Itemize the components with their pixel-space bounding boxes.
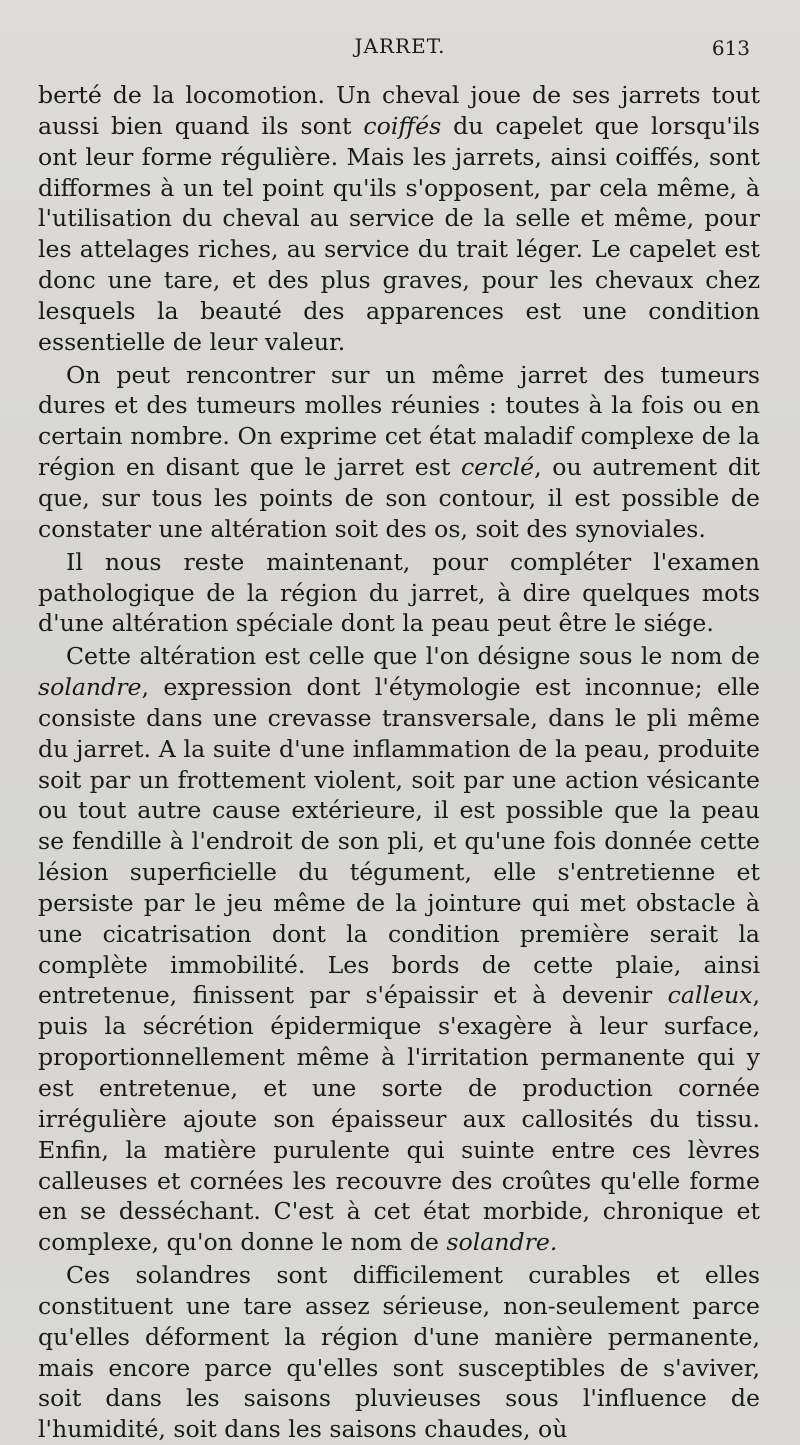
paragraph-5 bbox=[38, 1260, 760, 1445]
italic-term: cerclé bbox=[460, 453, 535, 482]
text-segment: , ou autrement dit que, sur tous les points de son contour, il est possible de constater une altération soit des os, soit des synoviales. bbox=[38, 453, 761, 543]
paragraph-4 bbox=[38, 641, 760, 1258]
text-segment: Ces solandres sont difficilement curables et elles constituent une tare assez sérieuse, non-seulement parce qu'elles déforment la région d'une manière permanente, mais encore parce qu'elles sont susceptibles de s'aviver, soit dans les saisons pluvieuses sous l'influence de l'humidité, soit dans les saisons chaudes, où bbox=[38, 1261, 760, 1444]
text-segment: , expression dont l'étymologie est inconnue; elle consiste dans une crevasse transversale, dans le pli même du jarret. A la suite d'une inflammation de la peau, produite soit par un frottement violent, soit par une action vésicante ou tout autre cause extérieure, il est possible que la peau se fendille à l'endroit de son pli, et qu'une fois donnée cette lésion superficielle du tégument, elle s'entretienne et persiste par le jeu même de la jointure qui met obstacle à une cicatrisation dont la condition première serait la complète immobilité. Les bords de cette plaie, ainsi entretenue, finissent par s'épaissir et à devenir bbox=[38, 673, 760, 1010]
italic-term: solandre. bbox=[446, 1228, 558, 1257]
italic-term: solandre bbox=[38, 673, 142, 702]
paragraph-2 bbox=[38, 360, 760, 545]
text-segment: Cette altération est celle que l'on désigne sous le nom de bbox=[66, 642, 760, 671]
page-number: 613 bbox=[711, 36, 750, 60]
text-segment: On peut rencontrer sur un même jarret des tumeurs dures et des tumeurs molles réunies : toutes à la fois ou en certain nombre. On exprime cet état maladif complexe de la région en disant que le jarret est bbox=[38, 360, 760, 482]
text-segment: du capelet que lorsqu'ils ont leur forme régulière. Mais les jarrets, ainsi coiffés, sont difformes à un tel point qu'ils s'opposent, par cela même, à l'utilisation du cheval au service de la selle et même, pour les attelages riches, au service du trait léger. Le capelet est donc une tare, et des plus graves, pour les chevaux chez lesquels la beauté des apparences est une condition essentielle de leur valeur. bbox=[38, 111, 760, 356]
body-text bbox=[38, 80, 760, 1445]
paragraph-1 bbox=[38, 80, 760, 358]
text-segment: berté de la locomotion. Un cheval joue de ses jarrets tout aussi bien quand ils sont bbox=[38, 81, 760, 140]
running-title: JARRET. bbox=[354, 34, 446, 58]
text-segment: , puis la sécrétion épidermique s'exagère à leur surface, proportionnellement même à l'irritation permanente qui y est entretenue, et une sorte de production cornée irrégulière ajoute son épaisseur aux callosités du tissu. Enfin, la matière purulente qui suinte entre ces lèvres calleuses et cornées les recouvre des croûtes qu'elle forme en se desséchant. C'est à cet état morbide, chronique et complexe, qu'on donne le nom de bbox=[38, 981, 760, 1257]
page-header bbox=[0, 34, 800, 64]
italic-term: calleux bbox=[667, 981, 753, 1010]
paragraph-3 bbox=[38, 547, 760, 640]
italic-term: coiffés bbox=[363, 111, 442, 140]
text-segment: Il nous reste maintenant, pour compléter l'examen pathologique de la région du jarret, à dire quelques mots d'une altération spéciale dont la peau peut être le siége. bbox=[38, 547, 760, 638]
